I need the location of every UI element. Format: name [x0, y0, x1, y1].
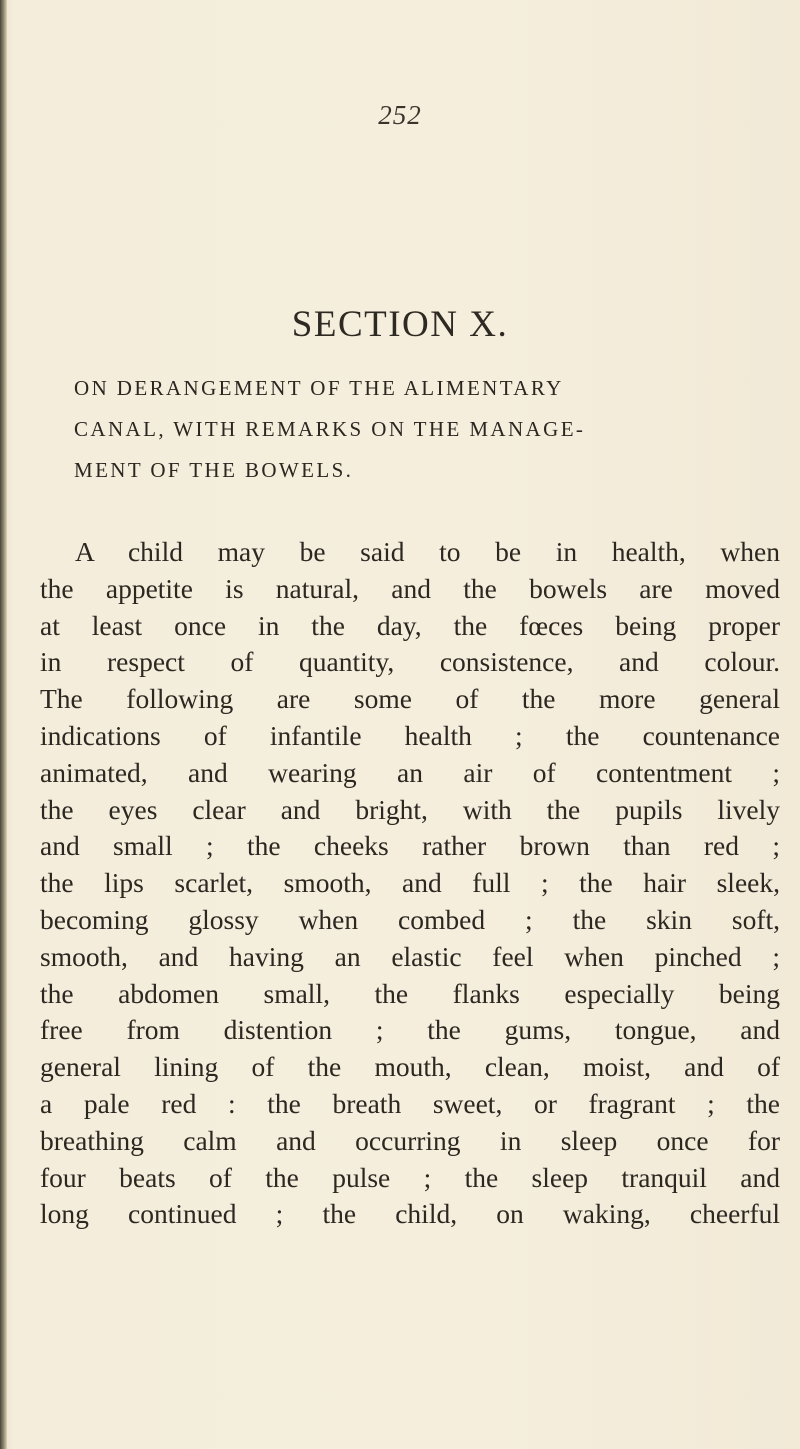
body-line: breathing calm and occurring in sleep once for [40, 1124, 780, 1156]
body-line: animated, and wearing an air of contentment ; [40, 756, 780, 788]
page-binding-edge [0, 0, 7, 1449]
body-line: long continued ; the child, on waking, cheerful [40, 1198, 780, 1230]
subtitle-line: CANAL, WITH REMARKS ON THE MANAGE- [74, 417, 586, 441]
subtitle-line: MENT OF THE BOWELS. [74, 458, 354, 482]
subtitle-line: ON DERANGEMENT OF THE ALIMENTARY [74, 376, 564, 400]
body-line: The following are some of the more general [40, 683, 780, 715]
body-line: four beats of the pulse ; the sleep tranquil and [40, 1161, 780, 1193]
body-line: A child may be said to be in health, when [75, 536, 780, 567]
body-line: at least once in the day, the fœces being proper [40, 609, 780, 641]
body-line: free from distention ; the gums, tongue, and [40, 1014, 780, 1046]
section-title: SECTION X. [291, 304, 509, 345]
body-line: the lips scarlet, smooth, and full ; the hair sleek, [40, 867, 780, 899]
section-subtitle [74, 368, 774, 491]
body-paragraph [40, 534, 780, 1233]
body-line: a pale red : the breath sweet, or fragrant ; the [40, 1087, 780, 1119]
body-line: and small ; the cheeks rather brown than red ; [40, 830, 780, 862]
body-line: smooth, and having an elastic feel when pinched ; [40, 940, 780, 972]
body-line: the appetite is natural, and the bowels are moved [40, 572, 780, 604]
body-line: the abdomen small, the flanks especially being [40, 977, 780, 1009]
body-line: becoming glossy when combed ; the skin soft, [40, 903, 780, 935]
body-line: the eyes clear and bright, with the pupils lively [40, 793, 780, 825]
page-number: 252 [378, 100, 422, 130]
body-line: in respect of quantity, consistence, and colour. [40, 646, 780, 678]
body-line: general lining of the mouth, clean, moist, and of [40, 1051, 780, 1083]
body-line: indications of infantile health ; the countenance [40, 719, 780, 751]
